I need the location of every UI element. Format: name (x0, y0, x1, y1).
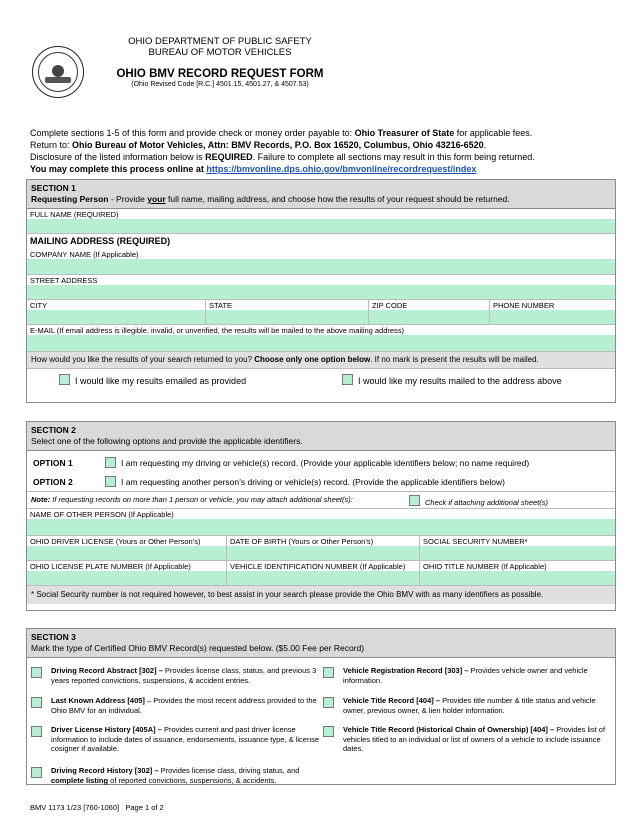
record-vehicle-title[interactable]: Vehicle Title Record [404] – Provides title number & title status and vehicle owner, previous owner, & lien holder information. (323, 696, 615, 715)
phone-field[interactable]: PHONE NUMBER (490, 300, 615, 324)
last-known-address-checkbox[interactable] (31, 697, 42, 708)
driving-abstract-checkbox[interactable] (31, 667, 42, 678)
full-name-field[interactable]: FULL NAME (REQUIRED) (27, 209, 615, 234)
form-footer: BMV 1173 1/23 [760-1060] Page 1 of 2 (30, 803, 164, 812)
vehicle-registration-checkbox[interactable] (323, 667, 334, 678)
section-3 (26, 628, 616, 785)
dob-field[interactable]: DATE OF BIRTH (Yours or Other Person’s) (227, 536, 420, 560)
ssn-field[interactable]: SOCIAL SECURITY NUMBER* (420, 536, 615, 560)
plate-vin-title-row (27, 561, 615, 586)
option-2-checkbox[interactable] (105, 476, 116, 487)
mail-checkbox[interactable] (342, 374, 353, 385)
form-title: OHIO BMV RECORD REQUEST FORM (116, 68, 324, 80)
dept-name: OHIO DEPARTMENT OF PUBLIC SAFETY (128, 36, 312, 47)
title-history-checkbox[interactable] (323, 726, 334, 737)
ssn-footnote: * Social Security number is not required however, to best assist in your search please provide the Ohio BMV with as many identifiers as possible. (27, 586, 615, 604)
option-1-checkbox[interactable] (105, 457, 116, 468)
section-2 (26, 421, 616, 611)
section-1-header: SECTION 1 Requesting Person - Provide your full name, mailing address, and choose how the results of your request should be returned. (27, 180, 615, 209)
return-method-question: How would you like the results of your search returned to you? Choose only one option below. If no mark is present the results will be mailed. (27, 352, 615, 369)
intro-instructions: Complete sections 1-5 of this form and provide check or money order payable to: Ohio Treasurer of State for applicable fees. Return to: Ohio Bureau of Motor Vehicles, Attn: BMV Records, P.O. Box 16520, Columbus, Ohio 43216-6520. Disclosure of the listed information below is REQUIRED. Failure to complete all sections may result in this form being returned. You may complete this process online at https://bmvonline.dps.ohio.gov/bmvonline/recordrequest/index (30, 128, 535, 174)
section-1 (26, 179, 616, 403)
city-state-zip-row (27, 300, 615, 325)
zip-field[interactable]: ZIP CODE (369, 300, 490, 324)
city-field[interactable]: CITY (27, 300, 206, 324)
license-dob-ssn-row (27, 536, 615, 561)
plate-number-field[interactable]: OHIO LICENSE PLATE NUMBER (If Applicable) (27, 561, 227, 585)
mailing-address-heading: MAILING ADDRESS (REQUIRED) (27, 234, 615, 249)
return-email-option[interactable]: I would like my results emailed as provided (59, 374, 246, 386)
record-last-known-address[interactable]: Last Known Address [405] – Provides the most recent address provided to the Ohio BMV for an individual. (31, 696, 321, 715)
title-number-field[interactable]: OHIO TITLE NUMBER (If Applicable) (420, 561, 615, 585)
record-driving-history[interactable]: Driving Record History [302] – Provides license class, driving status, and complete listing of reported convictions, suspensions, & accidents. (31, 766, 321, 785)
record-vehicle-title-history[interactable]: Vehicle Title Record (Historical Chain of Ownership) [404] – Provides list of vehicles titled to an individual or list of owners of a vehicle to include issuance dates. (323, 725, 615, 754)
agency-header (0, 36, 540, 58)
company-name-field[interactable]: COMPANY NAME (If Applicable) (27, 249, 615, 275)
vin-field[interactable]: VEHICLE IDENTIFICATION NUMBER (If Applicable) (227, 561, 420, 585)
option-1-row: OPTION 1 I am requesting my driving or vehicle(s) record. (Provide your applicable identifiers below; no name required) (33, 457, 530, 468)
option-2-row: OPTION 2 I am requesting another person’s driving or vehicle(s) record. (Provide the applicable identifiers below) (27, 472, 615, 492)
record-driver-license-history[interactable]: Driver License History [405A] – Provides current and past driver license information to include dates of issuance, endorsements, issuance type, & license cosigner if available. (31, 725, 321, 754)
license-history-checkbox[interactable] (31, 726, 42, 737)
additional-sheets-note: Note: If requesting records on more than 1 person or vehicle, you may attach additional sheet(s): Check if attaching additional sheet(s) (27, 492, 615, 509)
form-code: (Ohio Revised Code [R.C.] 4501.15, 4501.27, & 4507.53) (131, 81, 309, 88)
state-field[interactable]: STATE (206, 300, 369, 324)
email-checkbox[interactable] (59, 374, 70, 385)
street-address-field[interactable]: STREET ADDRESS (27, 275, 615, 300)
record-vehicle-registration[interactable]: Vehicle Registration Record [303] – Provides vehicle owner and vehicle information. (323, 666, 615, 685)
section-3-header: SECTION 3 Mark the type of Certified Ohio BMV Record(s) requested below. ($5.00 Fee per Record) (27, 629, 615, 658)
record-driving-abstract[interactable]: Driving Record Abstract [302] – Provides license class, status, and previous 3 years reported convictions, suspensions, & accident entries. (31, 666, 321, 685)
bureau-name: BUREAU OF MOTOR VEHICLES (148, 47, 292, 58)
other-person-name-field[interactable]: NAME OF OTHER PERSON (If Applicable) (27, 509, 615, 536)
email-field[interactable]: E-MAIL (If email address is illegible, invalid, or unverified, the results will be mailed to the above mailing address) (27, 325, 615, 352)
driver-license-field[interactable]: OHIO DRIVER LICENSE (Yours or Other Person’s) (27, 536, 227, 560)
online-request-link[interactable]: https://bmvonline.dps.ohio.gov/bmvonline/recordrequest/index (206, 164, 477, 174)
additional-sheets-checkbox[interactable] (409, 495, 420, 506)
section-2-header: SECTION 2 Select one of the following options and provide the applicable identifiers. (27, 422, 615, 451)
return-mail-option[interactable]: I would like my results mailed to the address above (342, 374, 562, 386)
vehicle-title-checkbox[interactable] (323, 697, 334, 708)
driving-history-checkbox[interactable] (31, 767, 42, 778)
